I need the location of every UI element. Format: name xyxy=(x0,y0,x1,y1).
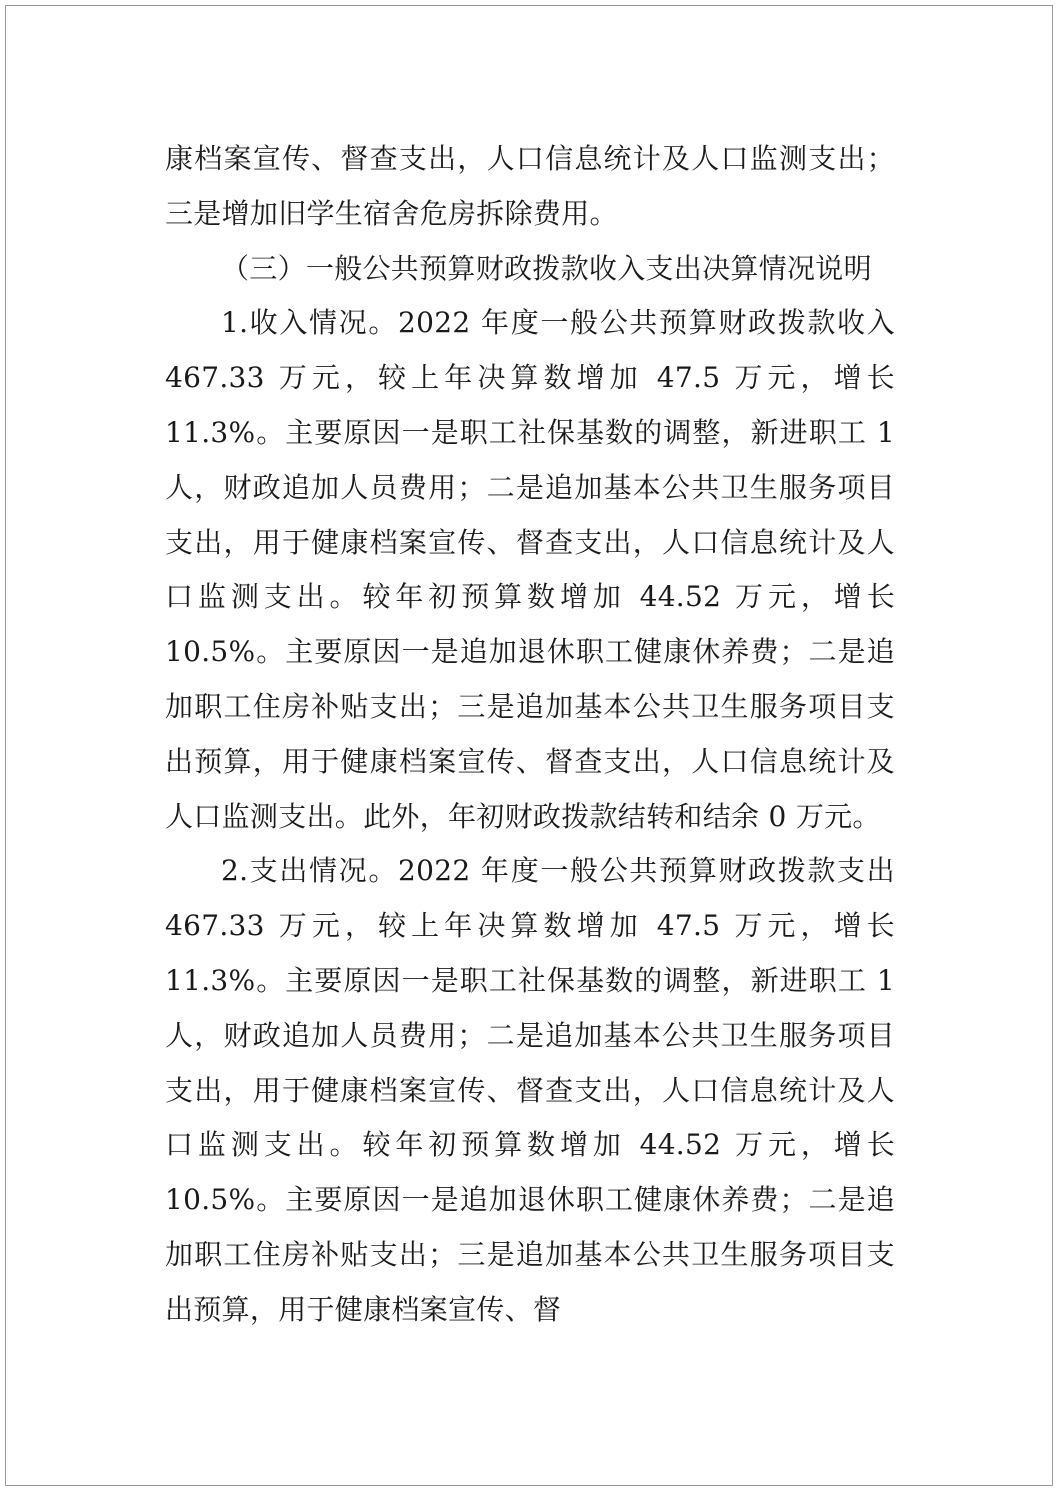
paragraph-expenditure: 2.支出情况。2022 年度一般公共预算财政拨款支出467.33 万元，较上年决算数增加 47.5 万元，增长 11.3%。主要原因一是职工社保基数的调整，新进职工 1 人，财政追加人员费用；二是追加基本公共卫生服务项目支出，用于健康档案宣传、督查支出，人口信息统计及人口监测支出。较年初预算数增加 44.52 万元，增长 10.5%。主要原因一是追加退休职工健康休养费；二是追加职工住房补贴支出；三是追加基本公共卫生服务项目支出预算，用于健康档案宣传、督 xyxy=(165,854,895,1326)
paragraph-income: 1.收入情况。2022 年度一般公共预算财政拨款收入467.33 万元，较上年决算数增加 47.5 万元，增长 11.3%。主要原因一是职工社保基数的调整，新进职工 1 人，财政追加人员费用；二是追加基本公共卫生服务项目支出，用于健康档案宣传、督查支出，人口信息统计及人口监测支出。较年初预算数增加 44.52 万元，增长 10.5%。主要原因一是追加退休职工健康休养费；二是追加职工住房补贴支出；三是追加基本公共卫生服务项目支出预算，用于健康档案宣传、督查支出，人口信息统计及人口监测支出。此外，年初财政拨款结转和结余 0 万元。 xyxy=(165,306,895,833)
paragraph-continued: 康档案宣传、督查支出，人口信息统计及人口监测支出；三是增加旧学生宿舍危房拆除费用。 xyxy=(165,142,895,230)
document-body xyxy=(165,132,895,1338)
section-heading-3: （三）一般公共预算财政拨款收入支出决算情况说明 xyxy=(221,251,872,285)
